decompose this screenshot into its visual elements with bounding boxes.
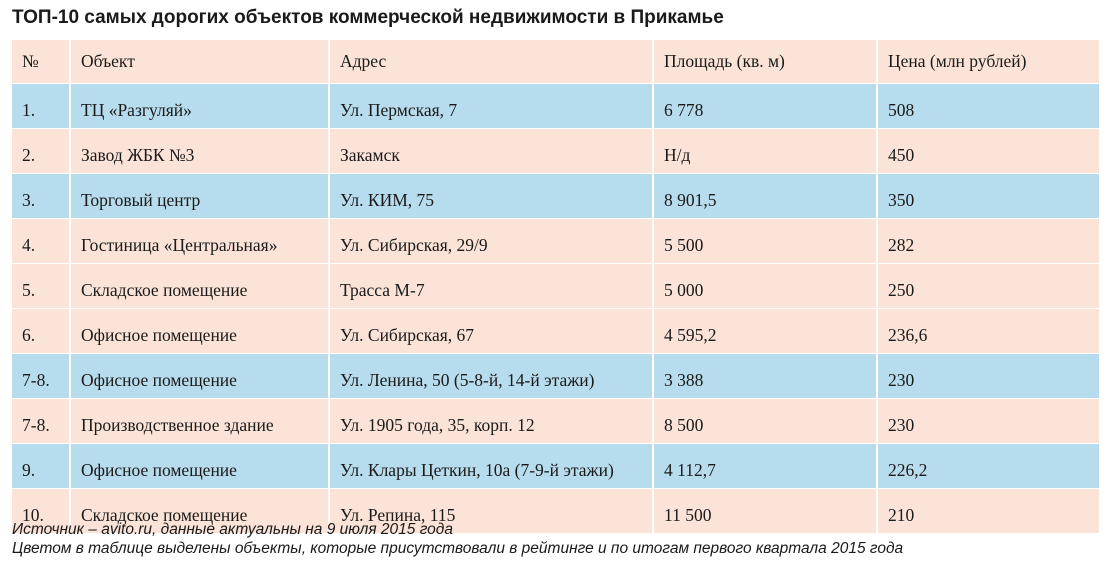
color-legend-note: Цветом в таблице выделены объекты, которые присутствовали в рейтинге и по итогам первого квартала 2015 года bbox=[12, 540, 904, 557]
cell-price bbox=[878, 219, 1099, 264]
column-header-address: Адрес bbox=[330, 40, 654, 84]
cell-address bbox=[330, 399, 654, 444]
cell-object bbox=[71, 219, 330, 264]
cell-number-text: 10. bbox=[22, 504, 44, 525]
cell-address-text: Ул. Пермская, 7 bbox=[340, 99, 458, 120]
cell-object bbox=[71, 444, 330, 489]
cell-area-text: 4 112,7 bbox=[664, 459, 716, 480]
table-row bbox=[12, 219, 1099, 264]
cell-price bbox=[878, 309, 1099, 354]
cell-area-text: 4 595,2 bbox=[664, 324, 717, 345]
cell-price bbox=[878, 129, 1099, 174]
cell-object-text: ТЦ «Разгуляй» bbox=[81, 99, 192, 120]
cell-price-text: 508 bbox=[888, 99, 915, 120]
cell-object-text: Производственное здание bbox=[81, 414, 274, 435]
table-body bbox=[12, 84, 1099, 534]
table-row bbox=[12, 309, 1099, 354]
cell-area bbox=[654, 264, 878, 309]
cell-number bbox=[12, 309, 71, 354]
cell-price-text: 250 bbox=[888, 279, 915, 300]
cell-object-text: Офисное помещение bbox=[81, 324, 237, 345]
table-row bbox=[12, 84, 1099, 129]
cell-address bbox=[330, 264, 654, 309]
cell-number-text: 2. bbox=[22, 144, 36, 165]
cell-area-text: 3 388 bbox=[664, 369, 704, 390]
table-row bbox=[12, 354, 1099, 399]
cell-area-text: 6 778 bbox=[664, 99, 704, 120]
cell-price bbox=[878, 264, 1099, 309]
cell-price-text: 282 bbox=[888, 234, 915, 255]
page-title: ТОП-10 самых дорогих объектов коммерческой недвижимости в Прикамье bbox=[12, 7, 724, 28]
cell-area bbox=[654, 309, 878, 354]
cell-price bbox=[878, 354, 1099, 399]
cell-price bbox=[878, 444, 1099, 489]
cell-address-text: Трасса М-7 bbox=[340, 279, 425, 300]
cell-object bbox=[71, 84, 330, 129]
cell-address bbox=[330, 309, 654, 354]
column-header-object: Объект bbox=[71, 40, 330, 84]
cell-price bbox=[878, 174, 1099, 219]
cell-object bbox=[71, 129, 330, 174]
cell-number-text: 4. bbox=[22, 234, 36, 255]
table-notes bbox=[12, 520, 903, 558]
cell-area bbox=[654, 174, 878, 219]
cell-address bbox=[330, 219, 654, 264]
cell-object-text: Складское помещение bbox=[81, 279, 248, 300]
table-row bbox=[12, 399, 1099, 444]
table-row bbox=[12, 129, 1099, 174]
cell-number-text: 7-8. bbox=[22, 414, 50, 435]
cell-number bbox=[12, 219, 71, 264]
cell-number-text: 1. bbox=[22, 99, 36, 120]
cell-area bbox=[654, 399, 878, 444]
cell-number-text: 7-8. bbox=[22, 369, 50, 390]
table-row bbox=[12, 174, 1099, 219]
cell-address-text: Ул. 1905 года, 35, корп. 12 bbox=[340, 414, 535, 435]
cell-address bbox=[330, 174, 654, 219]
cell-price-text: 210 bbox=[888, 504, 915, 525]
cell-area-text: Н/д bbox=[664, 144, 691, 165]
cell-object-text: Торговый центр bbox=[81, 189, 201, 210]
cell-number-text: 5. bbox=[22, 279, 36, 300]
cell-number bbox=[12, 399, 71, 444]
cell-address-text: Ул. КИМ, 75 bbox=[340, 189, 435, 210]
cell-number-text: 6. bbox=[22, 324, 36, 345]
cell-number bbox=[12, 129, 71, 174]
cell-address bbox=[330, 444, 654, 489]
cell-price bbox=[878, 489, 1099, 534]
column-header-number: № bbox=[12, 40, 71, 84]
cell-number-text: 9. bbox=[22, 459, 36, 480]
cell-area bbox=[654, 84, 878, 129]
cell-area-text: 5 500 bbox=[664, 234, 704, 255]
cell-object-text: Офисное помещение bbox=[81, 369, 237, 390]
table-row bbox=[12, 264, 1099, 309]
cell-address bbox=[330, 129, 654, 174]
cell-price-text: 230 bbox=[888, 414, 915, 435]
cell-area-text: 5 000 bbox=[664, 279, 704, 300]
cell-price-text: 226,2 bbox=[888, 459, 928, 480]
cell-area bbox=[654, 129, 878, 174]
cell-area bbox=[654, 354, 878, 399]
cell-price-text: 450 bbox=[888, 144, 915, 165]
cell-object-text: Завод ЖБК №3 bbox=[81, 144, 195, 165]
cell-number bbox=[12, 354, 71, 399]
source-note: Источник – avito.ru, данные актуальны на 9 июля 2015 года bbox=[12, 521, 453, 538]
cell-address-text: Ул. Сибирская, 29/9 bbox=[340, 234, 488, 255]
cell-number-text: 3. bbox=[22, 189, 36, 210]
cell-price bbox=[878, 399, 1099, 444]
cell-address-text: Ул. Сибирская, 67 bbox=[340, 324, 475, 345]
column-header-price: Цена (млн рублей) bbox=[878, 40, 1099, 84]
cell-area-text: 8 901,5 bbox=[664, 189, 717, 210]
cell-number bbox=[12, 444, 71, 489]
ranking-table bbox=[12, 40, 1099, 534]
cell-address-text: Ул. Клары Цеткин, 10а (7-9-й этажи) bbox=[340, 459, 614, 480]
cell-address-text: Ул. Ленина, 50 (5-8-й, 14-й этажи) bbox=[340, 369, 595, 390]
cell-object-text: Складское помещение bbox=[81, 504, 248, 525]
cell-object bbox=[71, 354, 330, 399]
column-header-area: Площадь (кв. м) bbox=[654, 40, 878, 84]
cell-area bbox=[654, 444, 878, 489]
cell-area-text: 8 500 bbox=[664, 414, 704, 435]
cell-object bbox=[71, 264, 330, 309]
cell-area bbox=[654, 219, 878, 264]
cell-number bbox=[12, 84, 71, 129]
cell-address bbox=[330, 354, 654, 399]
table-row bbox=[12, 444, 1099, 489]
cell-address-text: Ул. Репина, 115 bbox=[340, 504, 456, 525]
table-header-row bbox=[12, 40, 1099, 84]
cell-object bbox=[71, 174, 330, 219]
cell-object bbox=[71, 399, 330, 444]
cell-price-text: 236,6 bbox=[888, 324, 928, 345]
cell-number bbox=[12, 174, 71, 219]
cell-object-text: Офисное помещение bbox=[81, 459, 237, 480]
cell-price-text: 230 bbox=[888, 369, 915, 390]
cell-number bbox=[12, 264, 71, 309]
cell-address-text: Закамск bbox=[340, 144, 400, 165]
cell-price bbox=[878, 84, 1099, 129]
cell-object bbox=[71, 309, 330, 354]
cell-price-text: 350 bbox=[888, 189, 915, 210]
cell-area-text: 11 500 bbox=[664, 504, 712, 525]
cell-object-text: Гостиница «Центральная» bbox=[81, 234, 278, 255]
cell-address bbox=[330, 84, 654, 129]
